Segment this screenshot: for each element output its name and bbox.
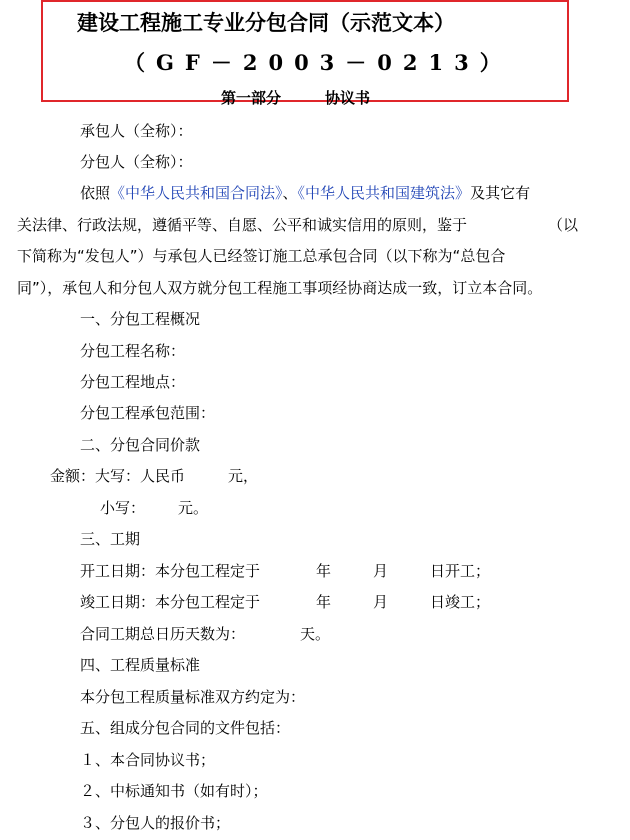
end-day: 日竣工； (430, 593, 491, 611)
project-scope-label: 分包工程承包范围： (80, 404, 216, 422)
construction-law-link[interactable]: 《中华人民共和国建筑法》 (297, 184, 471, 202)
subcontractor-label: 分包人（全称）： (80, 153, 193, 171)
start-month: 月 (373, 562, 389, 580)
paragraph-line-4: 同”），承包人和分包人双方就分包工程施工事项经协商达成一致，订立本合同。 (17, 279, 543, 297)
section-1-heading: 一、分包工程概况 (80, 310, 201, 328)
amount-lower-label: 小写： (100, 499, 146, 517)
section-5-heading: 五、组成分包合同的文件包括： (80, 719, 291, 737)
part-name: 协议书 (325, 89, 371, 107)
end-month: 月 (373, 593, 389, 611)
contract-law-link[interactable]: 《中华人民共和国合同法》 (110, 184, 283, 202)
amount-lower-unit: 元。 (178, 499, 209, 517)
paragraph-line-1 (80, 182, 530, 203)
paragraph-line-2b: （以 (548, 216, 579, 234)
quality-standard-text: 本分包工程质量标准双方约定为： (80, 688, 306, 706)
section-4-heading: 四、工程质量标准 (80, 656, 201, 674)
contractor-label: 承包人（全称）： (80, 122, 193, 140)
end-year: 年 (316, 593, 332, 611)
paragraph-line-2a: 关法律、行政法规，遵循平等、自愿、公平和诚实信用的原则，鉴于 (17, 216, 468, 234)
start-date-label: 开工日期：本分包工程定于 (80, 562, 261, 580)
document-title: 建设工程施工专业分包合同（示范文本） (77, 10, 455, 35)
section-2-heading: 二、分包合同价款 (80, 436, 201, 454)
start-day: 日开工； (430, 562, 491, 580)
total-days-unit: 天。 (300, 625, 331, 643)
amount-yuan-unit: 元， (228, 467, 259, 485)
project-location-label: 分包工程地点： (80, 373, 186, 391)
project-name-label: 分包工程名称： (80, 342, 186, 360)
paragraph-line-3: 下简称为“发包人”）与承包人已经签订施工总承包合同（以下称为“总包合 (17, 247, 506, 265)
document-item: ２、中标通知书（如有时）； (80, 782, 268, 800)
p1-suffix: 及其它有 (470, 184, 531, 202)
document-item: ３、分包人的报价书； (80, 814, 231, 832)
p1-separator: 、 (282, 184, 298, 202)
p1-prefix: 依照 (80, 184, 111, 202)
total-days-label: 合同工期总日历天数为： (80, 625, 246, 643)
end-date-label: 竣工日期：本分包工程定于 (80, 593, 261, 611)
document-item: １、本合同协议书； (80, 751, 216, 769)
start-year: 年 (316, 562, 332, 580)
section-3-heading: 三、工期 (80, 530, 141, 548)
part-label: 第一部分 (221, 89, 282, 107)
document-code: （GF－2003－0213） (124, 50, 512, 75)
amount-label: 金额：大写：人民币 (50, 467, 186, 485)
